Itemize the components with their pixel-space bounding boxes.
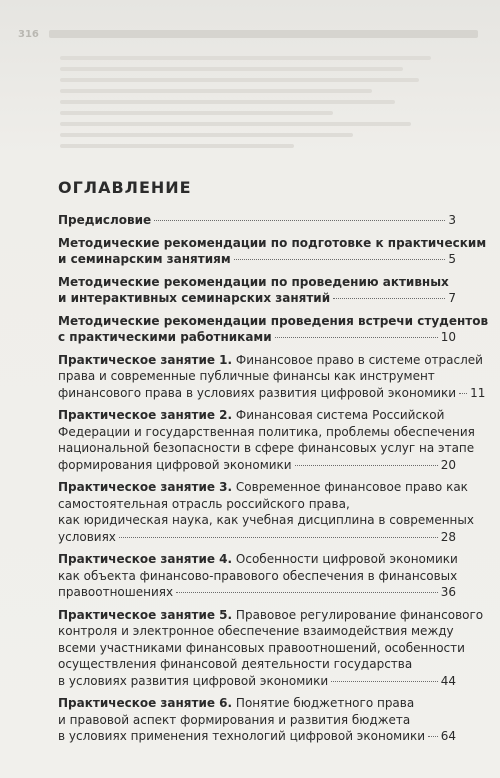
toc-entry[interactable]: Предисловие 3 bbox=[58, 213, 456, 227]
table-of-contents bbox=[58, 212, 489, 751]
bleed-through-text bbox=[60, 56, 450, 155]
toc-entry[interactable]: Методические рекомендации проведения встречи студентов с практическими работниками 10 bbox=[58, 313, 489, 344]
header-page-number: 316 bbox=[18, 28, 39, 40]
toc-title: ОГЛАВЛЕНИЕ bbox=[58, 178, 192, 197]
toc-entry[interactable]: Практическое занятие 4. Особенности цифровой экономики как объекта финансово-правового обеспечения в финансовых правоотношениях 36 bbox=[58, 552, 458, 599]
toc-entry[interactable]: Методические рекомендации по подготовке к практическим и семинарским занятиям 5 bbox=[58, 235, 487, 266]
running-header bbox=[18, 26, 478, 42]
toc-entry[interactable]: Практическое занятие 1. Финансовое право в системе отраслей права и современные публичные финансы как инструмент финансового права в условиях развития цифровой экономики 11 bbox=[58, 352, 486, 400]
toc-entry[interactable]: Практическое занятие 2. Финансовая система Российской Федерации и государственная политика, проблемы обеспечения национальной безопасности в сфере финансовых услуг на этапе формирования цифровой экономики 20 bbox=[58, 408, 475, 472]
toc-entry[interactable]: Методические рекомендации по проведению активных и интерактивных семинарских занятий 7 bbox=[58, 274, 456, 305]
toc-entry[interactable]: Практическое занятие 3. Современное финансовое право как самостоятельная отрасль российского права, как юридическая наука, как учебная дисциплина в современных условиях 28 bbox=[58, 480, 474, 544]
header-bar bbox=[49, 30, 478, 38]
toc-entry[interactable]: Практическое занятие 6. Понятие бюджетного права и правовой аспект формирования и развития бюджета в условиях применения технологий цифровой экономики 64 bbox=[58, 696, 456, 743]
toc-entry[interactable]: Практическое занятие 5. Правовое регулирование финансового контроля и электронное обеспечение взаимодействия между всеми участниками финансовых правоотношений, особенности осуществления финансовой деятельности государства в условиях развития цифровой экономики 44 bbox=[58, 607, 484, 688]
